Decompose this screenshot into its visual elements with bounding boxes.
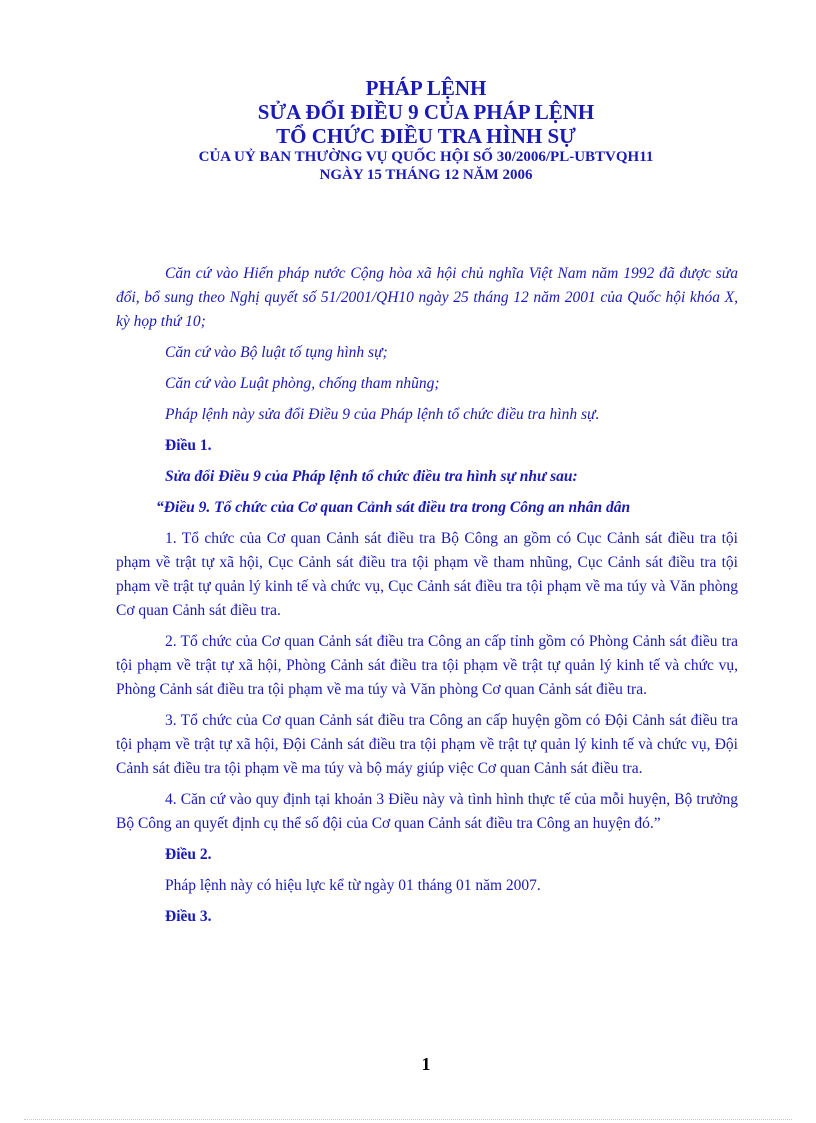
- document-body: [116, 262, 738, 929]
- article-1-item-4: 4. Căn cứ vào quy định tại khoản 3 Điều này và tình hình thực tế của mỗi huyện, Bộ trưởng Bộ Công an quyết định cụ thể số đội của Cơ quan Cảnh sát điều tra Công an huyện đó.”: [116, 791, 738, 832]
- title-line-1: PHÁP LỆNH: [365, 76, 487, 100]
- article-1-item-2: 2. Tổ chức của Cơ quan Cảnh sát điều tra Công an cấp tỉnh gồm có Phòng Cảnh sát điều tra tội phạm về trật tự xã hội, Phòng Cảnh sát điều tra tội phạm về trật tự quản lý kinh tế và chức vụ, Phòng Cảnh sát điều tra tội phạm về ma túy và Văn phòng Cơ quan Cảnh sát điều tra.: [116, 633, 738, 698]
- title-line-3: TỔ CHỨC ĐIỀU TRA HÌNH SỰ: [276, 124, 576, 148]
- article-1-intro: Sửa đổi Điều 9 của Pháp lệnh tổ chức điều tra hình sự như sau:: [165, 468, 578, 485]
- preamble-paragraph-1: Căn cứ vào Hiến pháp nước Cộng hòa xã hội chủ nghĩa Việt Nam năm 1992 đã được sửa đổi, bổ sung theo Nghị quyết số 51/2001/QH10 ngày 25 tháng 12 năm 2001 của Quốc hội khóa X, kỳ họp thứ 10;: [116, 265, 738, 330]
- article-1-item-3: 3. Tổ chức của Cơ quan Cảnh sát điều tra Công an cấp huyện gồm có Đội Cảnh sát điều tra tội phạm về trật tự xã hội, Đội Cảnh sát điều tra tội phạm về trật tự quản lý kinh tế và chức vụ, Đội Cảnh sát điều tra tội phạm về ma túy và bộ máy giúp việc Cơ quan Cảnh sát điều tra.: [116, 712, 738, 777]
- article-2-text: Pháp lệnh này có hiệu lực kể từ ngày 01 tháng 01 năm 2007.: [165, 877, 541, 894]
- title-line-5: NGÀY 15 THÁNG 12 NĂM 2006: [319, 167, 533, 183]
- article-9-subheading: “Điều 9. Tổ chức của Cơ quan Cảnh sát điều tra trong Công an nhân dân: [156, 499, 631, 516]
- page-number: 1: [421, 1054, 431, 1074]
- article-3-heading: Điều 3.: [165, 908, 212, 925]
- article-2-heading: Điều 2.: [165, 846, 212, 863]
- preamble-paragraph-2: Căn cứ vào Bộ luật tố tụng hình sự;: [165, 344, 388, 361]
- article-1-item-1: 1. Tổ chức của Cơ quan Cảnh sát điều tra Bộ Công an gồm có Cục Cảnh sát điều tra tội phạm về trật tự xã hội, Cục Cảnh sát điều tra tội phạm về tham nhũng, Cục Cảnh sát điều tra tội phạm về trật tự quản lý kinh tế và chức vụ, Cục Cảnh sát điều tra tội phạm về ma túy và Văn phòng Cơ quan Cảnh sát điều tra.: [116, 530, 738, 619]
- document-title: [0, 76, 816, 184]
- title-line-2: SỬA ĐỔI ĐIỀU 9 CỦA PHÁP LỆNH: [257, 100, 595, 124]
- footer-divider: [24, 1119, 792, 1120]
- title-line-4: CỦA UỶ BAN THƯỜNG VỤ QUỐC HỘI SỐ 30/2006/PL-UBTVQH11: [198, 149, 654, 165]
- article-1-heading: Điều 1.: [165, 437, 212, 454]
- preamble-paragraph-4: Pháp lệnh này sửa đổi Điều 9 của Pháp lệnh tổ chức điều tra hình sự.: [165, 406, 600, 423]
- preamble-paragraph-3: Căn cứ vào Luật phòng, chống tham nhũng;: [165, 375, 440, 392]
